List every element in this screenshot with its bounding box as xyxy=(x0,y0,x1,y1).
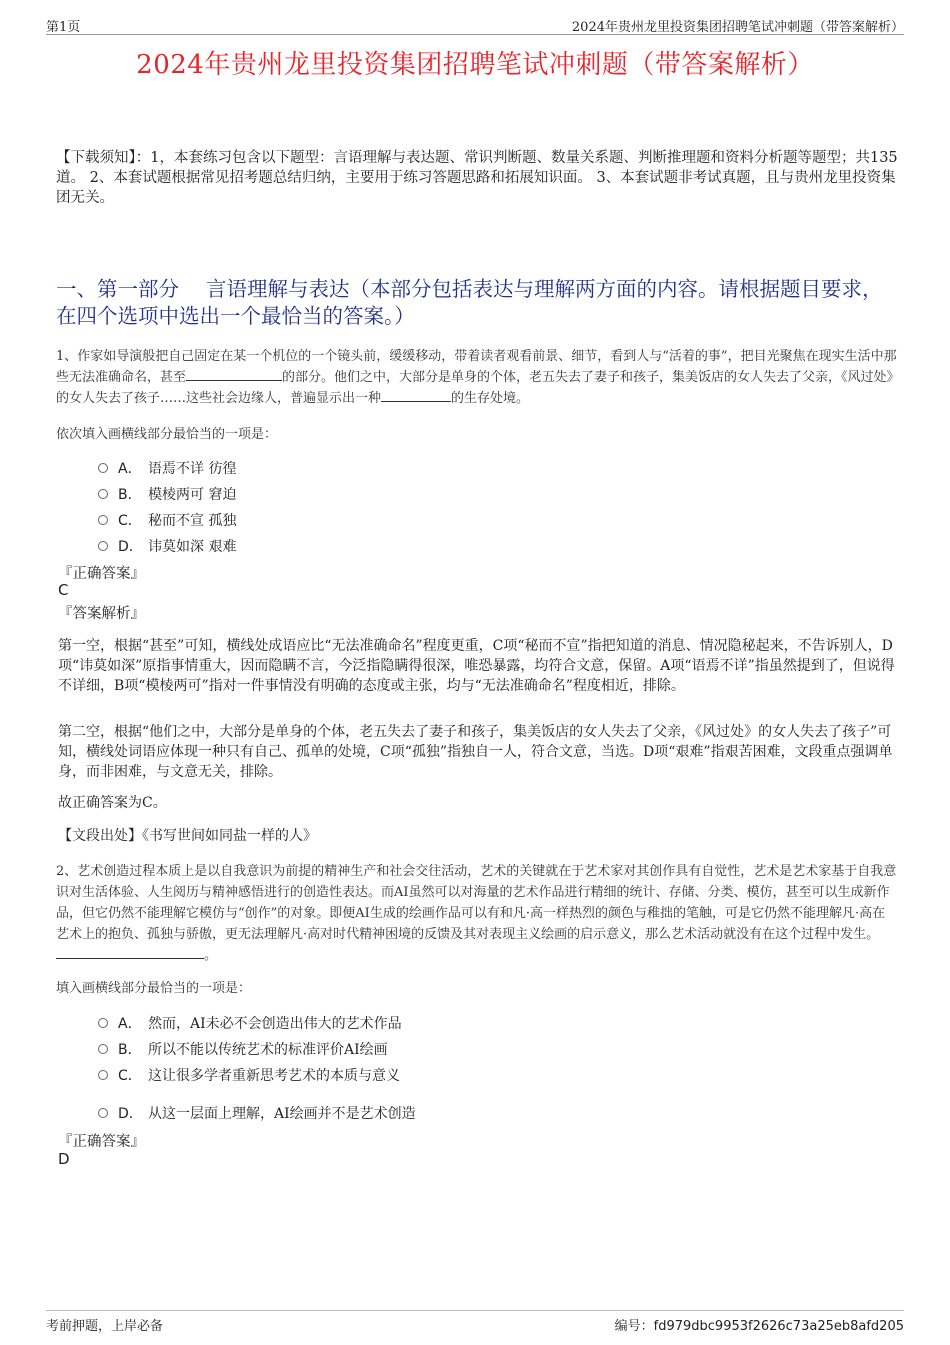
q2-option-b[interactable] xyxy=(98,1039,388,1059)
option-letter: A． xyxy=(118,1016,142,1032)
question-1-prompt: 依次填入画横线部分最恰当的一项是： xyxy=(56,427,278,442)
option-letter: D． xyxy=(118,539,143,555)
radio-icon[interactable] xyxy=(98,1108,108,1118)
q1-analysis-label: 『答案解析』 xyxy=(58,606,145,622)
footer-slogan: 考前押题，上岸必备 xyxy=(46,1319,164,1334)
option-text: 模棱两可 窘迫 xyxy=(148,487,237,503)
option-letter: B． xyxy=(118,487,142,503)
q1-conclusion: 故正确答案为C。 xyxy=(58,795,167,811)
q1-option-b[interactable] xyxy=(98,484,236,504)
option-letter: C． xyxy=(118,513,142,529)
page-title: 2024年贵州龙里投资集团招聘笔试冲刺题（带答案解析） xyxy=(136,50,814,80)
option-text: 讳莫如深 艰难 xyxy=(148,539,237,555)
footer-serial xyxy=(615,1315,904,1334)
answer-blank xyxy=(381,389,451,402)
q2-option-c[interactable] xyxy=(98,1065,400,1085)
q1-stem-part: 的部分。他们之中，大部分是单身的个体，老五失去了妻子和孩子，集美饭店的女人失去了父亲，《风过处》的女人失去了孩子……这些社会边缘人，普遍显示出一种 xyxy=(56,370,894,406)
option-letter: D． xyxy=(118,1106,143,1122)
page-header xyxy=(46,14,904,35)
q1-analysis-1: 第一空，根据“甚至”可知，横线处成语应比“无法准确命名”程度更重，C项“秘而不宣”指把知道的消息、情况隐秘起来，不告诉别人，D项“讳莫如深”原指事情重大，因而隐瞒不言，今泛指隐瞒得很深，唯恐暴露，均符合文意，保留。A项“语焉不详”指虽然提到了，但说得不详细，B项“模棱两可”指对一件事情没有明确的态度或主张，均与“无法准确命名”程度相近，排除。 xyxy=(58,638,895,694)
option-text: 从这一层面上理解，AI绘画并不是艺术创造 xyxy=(148,1106,416,1122)
q1-option-c[interactable] xyxy=(98,510,236,530)
option-text: 语焉不详 彷徨 xyxy=(148,461,237,477)
option-letter: B． xyxy=(118,1042,142,1058)
option-letter: A． xyxy=(118,461,142,477)
section-heading: 一、第一部分 言语理解与表达（本部分包括表达与理解两方面的内容。请根据题目要求，在四个选项中选出一个最恰当的答案。） xyxy=(56,277,883,328)
page-footer xyxy=(46,1310,904,1334)
radio-icon[interactable] xyxy=(98,515,108,525)
radio-icon[interactable] xyxy=(98,463,108,473)
serial-number: fd979dbc9953f2626c73a25eb8afd205 xyxy=(653,1319,904,1334)
q1-option-d[interactable] xyxy=(98,536,236,556)
option-text: 这让很多学者重新思考艺术的本质与意义 xyxy=(148,1068,400,1084)
radio-icon[interactable] xyxy=(98,541,108,551)
option-text: 秘而不宣 孤独 xyxy=(148,513,237,529)
option-letter: C． xyxy=(118,1068,142,1084)
option-text: 所以不能以传统艺术的标准评价AI绘画 xyxy=(148,1042,388,1058)
q1-analysis-2: 第二空，根据“他们之中，大部分是单身的个体，老五失去了妻子和孩子，集美饭店的女人失去了父亲，《风过处》的女人失去了孩子”可知，横线处词语应体现一种只有自己、孤单的处境，C项“孤独”指独自一人，符合文意，当选。D项“艰难”指艰苦困难，文段重点强调单身，而非困难，与文意无关，排除。 xyxy=(58,724,893,780)
q2-answer-label: 『正确答案』 xyxy=(58,1134,145,1150)
q2-option-d[interactable] xyxy=(98,1103,416,1123)
question-1-stem xyxy=(56,346,898,409)
answer-blank xyxy=(186,368,282,381)
q2-option-a[interactable] xyxy=(98,1013,402,1033)
download-notice: 【下载须知】：1，本套练习包含以下题型：言语理解与表达题、常识判断题、数量关系题、判断推理题和资料分析题等题型；共135道。 2、本套试题根据常见招考题总结归纳，主要用于练习答题思路和拓展知识面。 3、本套试题非考试真题，且与贵州龙里投资集团无关。 xyxy=(56,150,898,206)
q2-stem-part: 。 xyxy=(204,948,218,963)
q2-answer: D xyxy=(58,1150,70,1168)
radio-icon[interactable] xyxy=(98,1070,108,1080)
radio-icon[interactable] xyxy=(98,1044,108,1054)
radio-icon[interactable] xyxy=(98,489,108,499)
header-doc-title: 2024年贵州龙里投资集团招聘笔试冲刺题（带答案解析） xyxy=(571,20,904,35)
question-2-prompt: 填入画横线部分最恰当的一项是： xyxy=(56,981,252,996)
q1-stem-part: 的生存处境。 xyxy=(451,391,530,406)
q2-stem-part: 2、艺术创造过程本质上是以自我意识为前提的精神生产和社会交往活动，艺术的关键就在于艺术家对其创作具有自觉性，艺术是艺术家基于自我意识对生活体验、人生阅历与精神感悟进行的创造性表达。而AI虽然可以对海量的艺术作品进行精细的统计、存储、分类、模仿，甚至可以生成新作品，但它仍然不能理解它模仿与“创作”的对象。即便AI生成的绘画作品可以有和凡·高一样热烈的颜色与稚拙的笔触，可是它仍然不能理解凡·高在艺术上的抱负、孤独与骄傲，更无法理解凡·高对时代精神困境的反馈及其对表现主义绘画的启示意义，那么艺术活动就没有在这个过程中发生。 xyxy=(56,864,897,942)
q1-source: 【文段出处】《书写世间如同盐一样的人》 xyxy=(58,828,317,844)
radio-icon[interactable] xyxy=(98,1018,108,1028)
q1-answer: C xyxy=(58,581,69,599)
question-2-stem xyxy=(56,861,898,966)
page-number: 第1页 xyxy=(46,20,81,35)
q1-answer-label: 『正确答案』 xyxy=(58,566,145,582)
q1-option-a[interactable] xyxy=(98,458,236,478)
answer-blank xyxy=(56,946,204,959)
option-text: 然而，AI未必不会创造出伟大的艺术作品 xyxy=(148,1016,402,1032)
serial-label: 编号： xyxy=(614,1319,654,1334)
q1-stem-part: 1、作家如导演般把自己固定在某一个机位的一个镜头前，缓缓移动，带着读者观看前景、细节，看到人与“活着的事”，把目光聚焦在现实生活中那些无法准确命名，甚至 xyxy=(56,349,897,385)
